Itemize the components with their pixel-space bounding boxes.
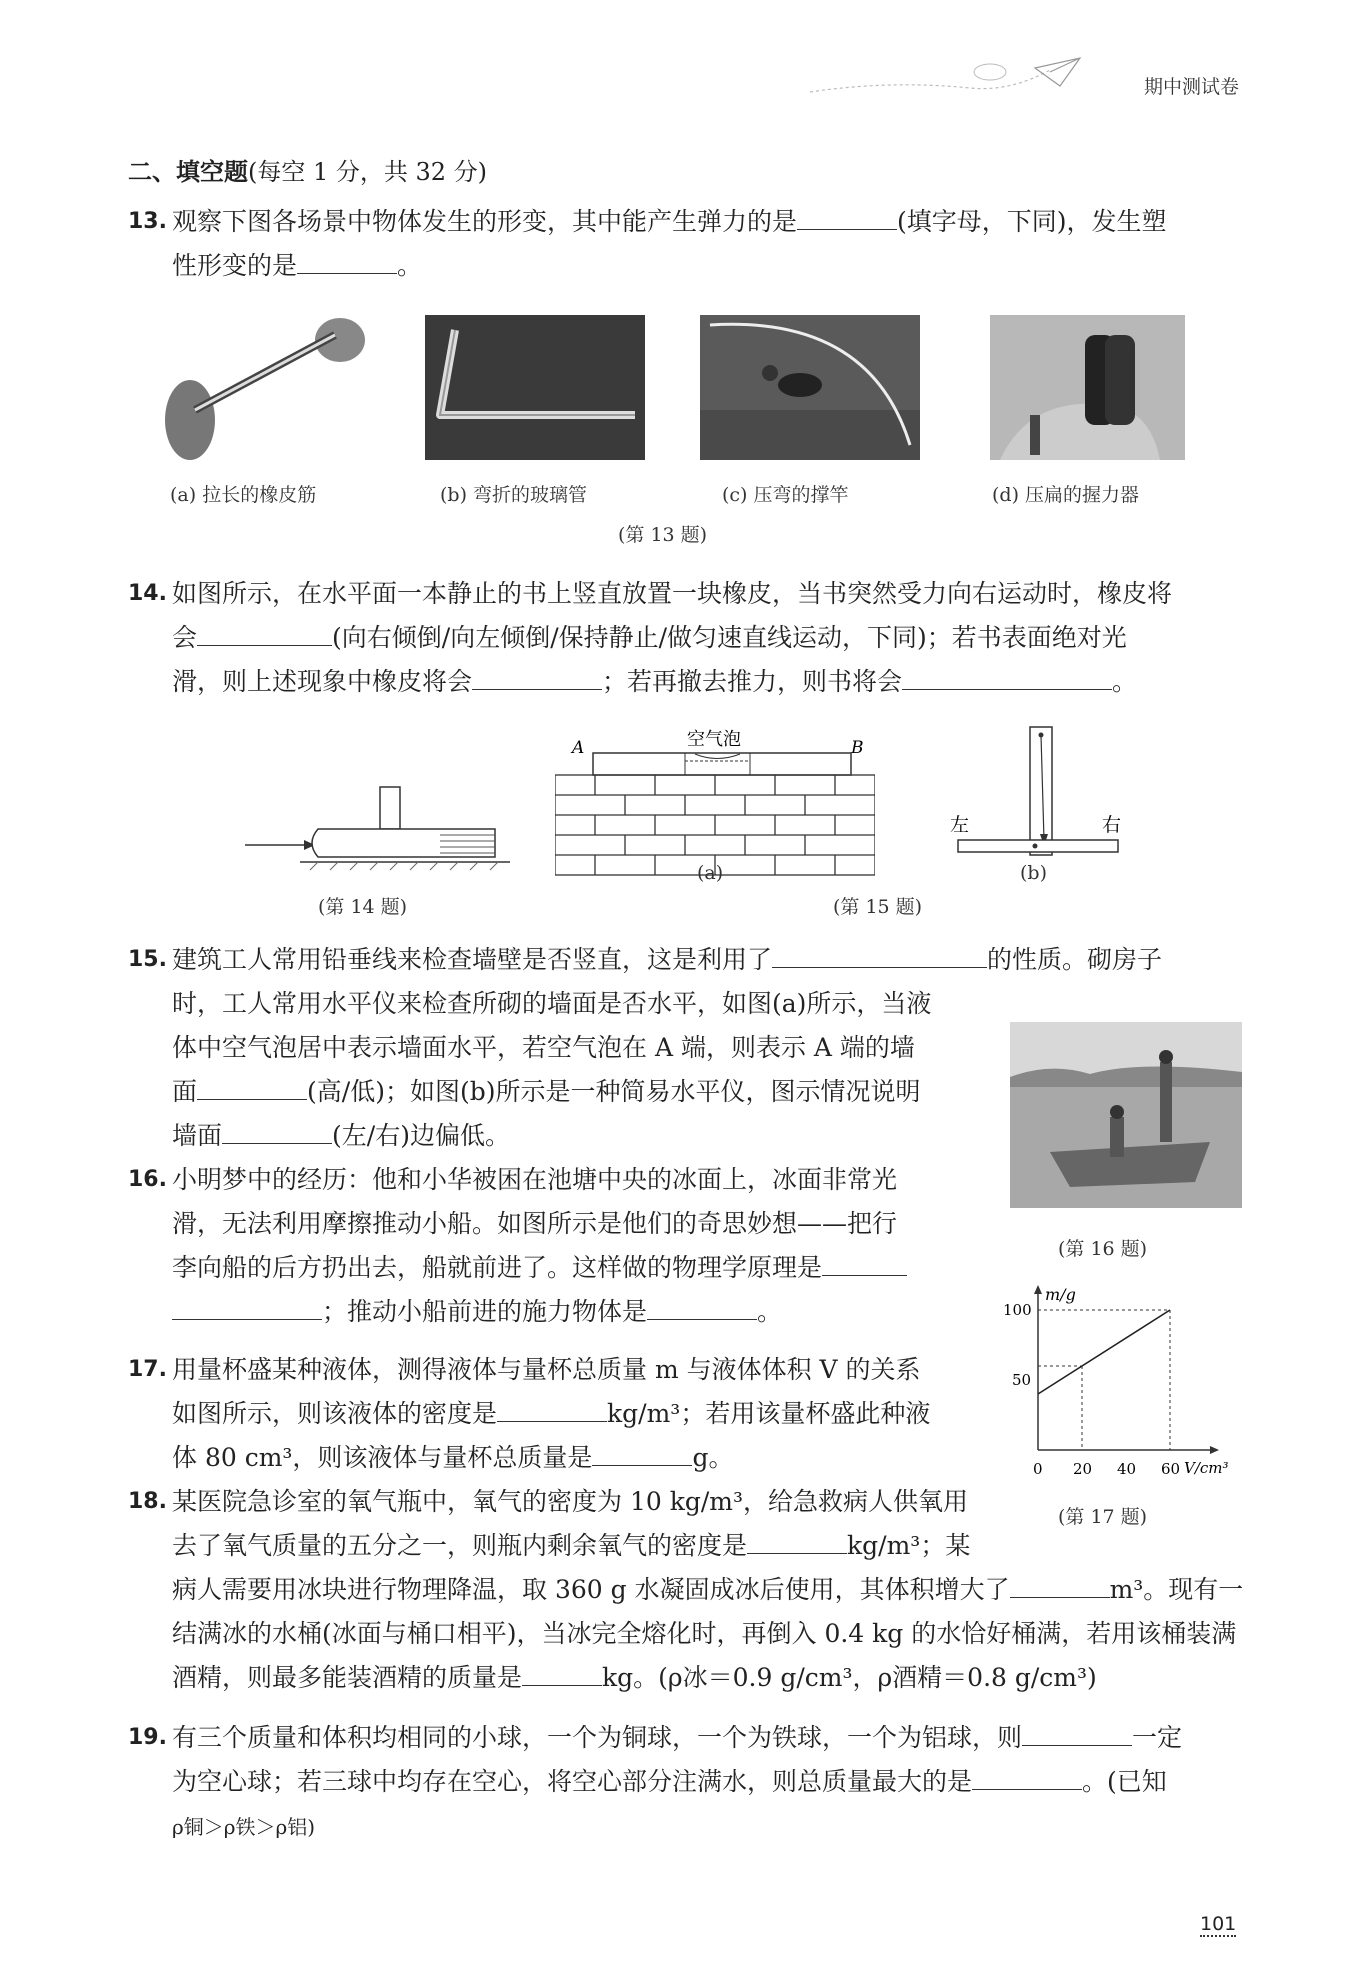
x-tick-label: 60 [1161,1460,1181,1478]
question-number: 16. [128,1167,167,1192]
paper-plane-icon [810,50,1110,100]
answer-blank[interactable] [297,247,397,274]
answer-blank[interactable] [797,203,897,230]
q13-text: (填字母，下同)，发生塑 [897,207,1167,236]
q17-text: g。 [692,1443,734,1472]
question-number: 18. [128,1489,167,1514]
q18-text: kg。(ρ冰＝0.9 g/cm³，ρ酒精＝0.8 g/cm³) [602,1663,1097,1692]
rubber-band-photo [155,315,375,460]
answer-blank[interactable] [772,941,987,968]
q18-text: 酒精，则最多能装酒精的质量是 [172,1663,523,1692]
header-title: 期中测试卷 [1144,76,1240,98]
y-tick-label: 100 [1003,1301,1032,1319]
origin-tick-label: 0 [1033,1460,1043,1478]
caption-a: (a) 拉长的橡皮筋 [170,484,317,506]
y-axis-arrow [1034,1285,1042,1294]
answer-blank[interactable] [1022,1719,1132,1746]
q17-text: 如图所示，则该液体的密度是 [172,1399,498,1428]
q17-text: 体 80 cm³，则该液体与量杯总质量是 [172,1443,593,1472]
right-label: 右 [1102,814,1120,836]
q18-text: kg/m³；某 [847,1531,971,1560]
question-18 [128,1480,1258,1700]
q18-text: 某医院急诊室的氧气瓶中，氧气的密度为 10 kg/m³，给急救病人供氧用 [172,1487,969,1516]
answer-blank[interactable] [592,1439,692,1466]
figure-label-15: (第 15 题) [833,896,923,918]
q19-text: 为空心球；若三球中均存在空心，将空心部分注满水，则总质量最大的是 [172,1767,973,1796]
q14-text: (向右倾倒/向左倾倒/保持静止/做匀速直线运动，下同)；若书表面绝对光 [332,623,1127,652]
q19-text: 。(已知 [1082,1767,1167,1796]
subfig-a-label: (a) [697,862,724,884]
question-number: 19. [128,1725,167,1750]
section-note: (每空 1 分，共 32 分) [248,158,488,186]
answer-blank[interactable] [222,1117,332,1144]
question-19 [128,1716,1258,1849]
bubble-label: 空气泡 [687,729,741,750]
book-eraser-figure [240,775,520,875]
question-number: 15. [128,947,167,972]
q15-text: 建筑工人常用铅垂线来检查墙壁是否竖直，这是利用了 [172,945,773,974]
question-13 [128,200,1258,288]
q14-text: 。 [1112,667,1138,696]
q14-text: 滑，则上述现象中橡皮将会 [172,667,473,696]
q16-text: 。 [757,1297,783,1326]
q18-text: m³。现有一 [1109,1575,1244,1604]
caption-b: (b) 弯折的玻璃管 [440,484,588,506]
grip-trainer-photo [990,315,1185,460]
y-axis-label: m/g [1045,1285,1076,1304]
q15-text: 面 [172,1077,198,1106]
q17-text: 用量杯盛某种液体，测得液体与量杯总质量 m 与液体体积 V 的关系 [172,1355,921,1384]
q17-text: kg/m³；若用该量杯盛此种液 [607,1399,931,1428]
answer-blank[interactable] [902,663,1112,690]
answer-blank[interactable] [497,1395,607,1422]
x-axis-label: V/cm³ [1184,1459,1229,1477]
q15-text: 墙面 [172,1121,223,1150]
q18-text: 病人需要用冰块进行物理降温，取 360 g 水凝固成冰后使用，其体积增大了 [172,1575,1010,1604]
q15-text: 体中空气泡居中表示墙面水平，若空气泡在 A 端，则表示 A 端的墙 [172,1033,915,1062]
glass-tube-photo [425,315,645,460]
pole-vault-photo [700,315,920,460]
q16-text: 小明梦中的经历：他和小华被困在池塘中央的冰面上，冰面非常光 [172,1165,898,1194]
answer-blank[interactable] [747,1527,847,1554]
question-number: 13. [128,209,167,234]
answer-blank[interactable] [472,663,602,690]
caption-c: (c) 压弯的撑竿 [722,484,849,506]
q14-text: 如图所示，在水平面一本静止的书上竖直放置一块橡皮，当书突然受力向右运动时，橡皮将 [172,579,1173,608]
answer-blank[interactable] [522,1659,602,1686]
figure-label-14: (第 14 题) [318,896,408,918]
answer-blank[interactable] [822,1249,907,1276]
q19-text: 一定 [1132,1723,1183,1752]
answer-blank[interactable] [197,619,332,646]
q13-text: 。 [397,251,423,280]
label-a: A [572,738,585,758]
q15-text: (左/右)边偏低。 [332,1121,510,1150]
x-tick-label: 20 [1073,1460,1093,1478]
q16-text: 滑，无法利用摩擦推动小船。如图所示是他们的奇思妙想——把行 [172,1209,898,1238]
left-label: 左 [950,814,970,836]
q13-text: 观察下图各场景中物体发生的形变，其中能产生弹力的是 [172,207,798,236]
q19-text: ρ铜＞ρ铁＞ρ铝) [172,1815,316,1839]
caption-d: (d) 压扁的握力器 [992,484,1140,506]
q14-text: ；若再撤去推力，则书将会 [602,667,903,696]
answer-blank[interactable] [197,1073,307,1100]
x-tick-label: 40 [1117,1460,1137,1478]
figure-label-16: (第 16 题) [1058,1238,1148,1260]
label-b: B [851,738,864,758]
q13-text: 性形变的是 [172,251,298,280]
question-17 [128,1348,1258,1480]
answer-blank[interactable] [172,1293,322,1320]
answer-blank[interactable] [1010,1571,1110,1598]
question-number: 14. [128,581,167,606]
simple-level-figure [950,722,1120,872]
page-number: 101 [1200,1913,1237,1935]
figure-label-13: (第 13 题) [618,524,708,546]
q18-text: 去了氧气质量的五分之一，则瓶内剩余氧气的密度是 [172,1531,748,1560]
q16-text: ；推动小船前进的施力物体是 [322,1297,648,1326]
answer-blank[interactable] [647,1293,757,1320]
q14-text: 会 [172,623,198,652]
q15-text: 时，工人常用水平仪来检查所砌的墙面是否水平，如图(a)所示，当液 [172,989,932,1018]
q15-text: (高/低)；如图(b)所示是一种简易水平仪，图示情况说明 [307,1077,921,1106]
q19-text: 有三个质量和体积均相同的小球，一个为铜球，一个为铁球，一个为铝球，则 [172,1723,1023,1752]
question-number: 17. [128,1357,167,1382]
header-decoration [810,50,1110,100]
section-title [128,152,487,187]
brick-wall-figure [555,725,875,885]
q16-text: 李向船的后方扔出去，船就前进了。这样做的物理学原理是 [172,1253,823,1282]
answer-blank[interactable] [972,1763,1082,1790]
q18-text: 结满冰的水桶(冰面与桶口相平)，当冰完全熔化时，再倒入 0.4 kg 的水恰好桶满，若用该桶装满 [172,1619,1237,1648]
y-tick-label: 50 [1012,1371,1032,1389]
figure-label-17: (第 17 题) [1058,1506,1148,1528]
question-14 [128,572,1258,704]
q15-text: 的性质。砌房子 [987,945,1163,974]
section-heading: 二、填空题 [128,158,248,186]
subfig-b-label: (b) [1020,862,1047,884]
